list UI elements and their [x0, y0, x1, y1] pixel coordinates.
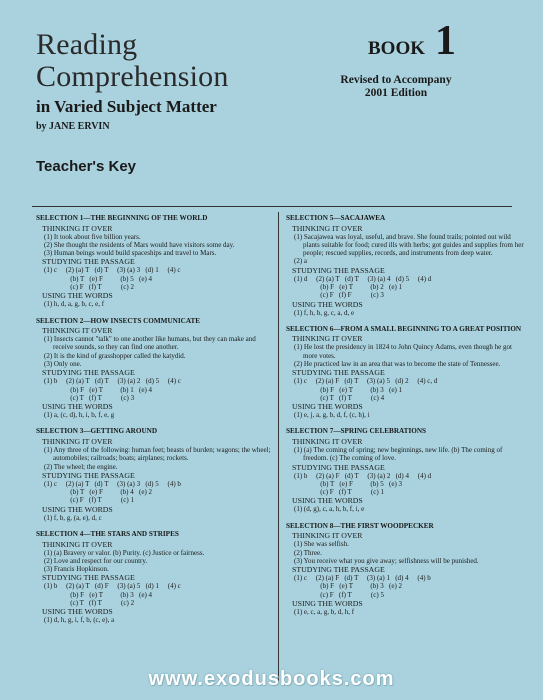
revised-line-2: 2001 Edition [364, 87, 428, 99]
selection-title: SELECTION 1—THE BEGINNING OF THE WORLD [36, 214, 208, 222]
selection-title: SELECTION 8—THE FIRST WOODPECKER [286, 521, 434, 530]
selection-title: SELECTION 2—HOW INSECTS COMMUNICATE [36, 316, 201, 325]
watermark: www.exodusbooks.com [148, 668, 395, 690]
right-column [286, 214, 526, 624]
answer-grid-row: (b) F (e) T (b) 3 (e) 4 [44, 590, 153, 599]
answer-grid-row: (c) F (f) T (c) 5 [294, 590, 384, 599]
answer-grid-row: (1) c (2) (a) F (d) T (3) (a) 5 (d) 2 (4) c, d [294, 377, 438, 386]
answer-grid-row: (c) F (f) F (c) 3 [294, 291, 384, 300]
answer-item: (1) (a) The coming of spring; new beginnings, new life. (b) The coming of freedom. (c) The coming of love. [294, 445, 503, 463]
answer-grid-row: (1) c (2) (a) T (d) T (3) (a) 3 (d) 1 (4) c [44, 266, 181, 275]
selection-title: SELECTION 3—GETTING AROUND [36, 427, 158, 436]
answer-grid-row: (1) b (2) (a) T (d) F (3) (a) 5 (d) 1 (4) c [44, 582, 181, 591]
revised-line-1: Revised to Accompany [340, 74, 452, 86]
selection-title: SELECTION 5—SACAJAWEA [286, 214, 386, 222]
answer-item: (2) He practiced law in an area that was to become the state of Tennessee. [294, 359, 501, 368]
thinking-heading: THINKING IT OVER [292, 223, 363, 233]
answer-grid-row: (1) b (2) (a) F (d) T (3) (a) 2 (d) 4 (4) d [294, 471, 432, 480]
selection-title: SELECTION 6—FROM A SMALL BEGINNING TO A GREAT POSITION [286, 324, 522, 333]
author: by JANE ERVIN [36, 121, 110, 132]
selection-title: SELECTION 4—THE STARS AND STRIPES [36, 530, 179, 539]
answer-item: (1) She was selfish. [294, 540, 349, 549]
answer-grid-row: (b) T (e) F (b) 5 (e) 4 [44, 274, 153, 283]
answer-grid-row: (1) c (2) (a) F (d) T (3) (a) 1 (d) 4 (4) b [294, 574, 431, 583]
answer-grid-row: (c) T (f) T (c) 2 [44, 599, 135, 608]
studying-heading: STUDYING THE PASSAGE [42, 470, 135, 480]
using-heading: USING THE WORDS [42, 504, 113, 514]
answer-grid-row: (b) F (e) T (b) 3 (e) 1 [294, 385, 403, 394]
answer-grid-row: (c) F (f) T (c) 1 [44, 496, 134, 505]
answer-grid-row: (1) b (2) (a) T (d) T (3) (a) 2 (d) 5 (4) c [44, 377, 181, 386]
subtitle: in Varied Subject Matter [36, 97, 217, 116]
answer-item: (2) She thought the residents of Mars would have visitors some day. [44, 240, 235, 249]
teacher-key-heading: Teacher's Key [36, 158, 137, 175]
answer-grid-row: (1) c (2) (a) T (d) T (3) (a) 3 (d) 5 (4) b [44, 479, 181, 488]
answer-item: (3) Only one. [44, 359, 82, 368]
studying-heading: STUDYING THE PASSAGE [292, 565, 385, 575]
answer-item: (3) Francis Hopkinson. [44, 565, 109, 574]
studying-heading: STUDYING THE PASSAGE [292, 368, 385, 378]
words-answer: (1) e, c, a, g, b, d, h, f [294, 608, 355, 617]
words-answer: (1) a, (c, d), h, i, b, f, e, g [44, 411, 115, 420]
answer-item: (2) Love and respect for our country. [44, 556, 148, 565]
selection-block [36, 214, 276, 309]
thinking-heading: THINKING IT OVER [42, 223, 113, 233]
answer-item: (1) Sacajawea was loyal, useful, and brave. She found trails; pointed out wild plants suitable for food; cured ills with herbs; got guides and supplies from her people; rescued supplies, records, and instruments from deep water. [294, 232, 524, 258]
answer-grid-row: (c) F (f) T (c) 1 [294, 488, 384, 497]
selection-block [286, 325, 526, 420]
selection-block [286, 427, 526, 513]
studying-heading: STUDYING THE PASSAGE [42, 368, 135, 378]
answer-grid-row: (c) T (f) T (c) 4 [294, 393, 385, 402]
selection-block [286, 522, 526, 617]
studying-heading: STUDYING THE PASSAGE [42, 257, 135, 267]
words-answer: (1) f, b, g, (a, e), d, c [44, 513, 102, 522]
studying-heading: STUDYING THE PASSAGE [42, 573, 135, 583]
selection-block [36, 530, 276, 625]
thinking-heading: THINKING IT OVER [292, 436, 363, 446]
answer-grid-row: (b) F (e) T (b) 1 (e) 4 [44, 385, 153, 394]
selection-block [286, 214, 526, 317]
book-number: 1 [435, 18, 457, 64]
answer-item: (2) a [294, 257, 308, 266]
left-column [36, 214, 276, 633]
words-answer: (1) e, j, a, g, b, d, f, (c, h), i [294, 411, 370, 420]
using-heading: USING THE WORDS [292, 496, 363, 506]
answer-item: (1) He lost the presidency in 1824 to John Quincy Adams, even though he got more votes. [294, 343, 512, 360]
thinking-heading: THINKING IT OVER [42, 436, 113, 446]
using-heading: USING THE WORDS [42, 291, 113, 301]
answer-item: (2) It is the kind of grasshopper called the katydid. [44, 351, 186, 360]
words-answer: (1) (d, g), c, a, h, b, f, i, e [294, 505, 365, 514]
selection-title: SELECTION 7—SPRING CELEBRATIONS [286, 427, 427, 436]
studying-heading: STUDYING THE PASSAGE [292, 265, 385, 275]
column-divider [278, 212, 279, 682]
using-heading: USING THE WORDS [42, 402, 113, 412]
answer-item: (2) Three. [294, 548, 322, 557]
title-line-2: Comprehension [36, 60, 229, 93]
answer-grid-row: (1) d (2) (a) T (d) T (3) (a) 4 (d) 5 (4) d [294, 274, 432, 283]
answer-grid-row: (b) T (e) F (b) 4 (e) 2 [44, 488, 153, 497]
answer-grid-row: (b) F (e) T (b) 3 (e) 2 [294, 582, 403, 591]
words-answer: (1) h, d, a, g, b, c, e, f [44, 300, 105, 309]
thinking-heading: THINKING IT OVER [292, 334, 363, 344]
horizontal-rule [32, 206, 512, 207]
book-label [368, 20, 456, 62]
answer-grid-row: (c) F (f) T (c) 2 [44, 282, 134, 291]
answer-grid-row: (c) T (f) T (c) 3 [44, 393, 135, 402]
thinking-heading: THINKING IT OVER [42, 539, 113, 549]
answer-item: (2) The wheel; the engine. [44, 462, 118, 471]
revised-note [316, 74, 476, 100]
thinking-heading: THINKING IT OVER [292, 531, 363, 541]
answer-item: (3) You receive what you give away; selfishness will be punished. [294, 556, 479, 565]
words-answer: (1) f, h, b, g, c, a, d, e [294, 308, 355, 317]
using-heading: USING THE WORDS [292, 402, 363, 412]
thinking-heading: THINKING IT OVER [42, 326, 113, 336]
words-answer: (1) d, h, g, i, f, b, (c, e), a [44, 616, 115, 625]
book-word: BOOK [368, 38, 426, 59]
selection-block [36, 427, 276, 522]
using-heading: USING THE WORDS [292, 599, 363, 609]
studying-heading: STUDYING THE PASSAGE [292, 462, 385, 472]
answer-item: (1) It took about five billion years. [44, 232, 141, 241]
using-heading: USING THE WORDS [42, 607, 113, 617]
answer-grid-row: (b) T (e) F (b) 5 (e) 3 [294, 479, 403, 488]
answer-grid-row: (b) F (e) T (b) 2 (e) 1 [294, 282, 403, 291]
selection-block [36, 317, 276, 420]
using-heading: USING THE WORDS [292, 299, 363, 309]
title-line-1: Reading [36, 28, 138, 61]
answer-item: (1) Any three of the following: human feet; beasts of burden; wagons; the wheel; automobiles; railroads; boats; airplanes; rockets. [44, 445, 271, 463]
answer-item: (1) (a) Bravery or valor. (b) Purity. (c) Justice or fairness. [44, 548, 205, 557]
answer-item: (1) Insects cannot "talk" to one another like humans, but they can make and receive sounds, so they can find one another. [44, 335, 256, 352]
answer-item: (3) Human beings would build spaceships and travel to Mars. [44, 249, 217, 258]
